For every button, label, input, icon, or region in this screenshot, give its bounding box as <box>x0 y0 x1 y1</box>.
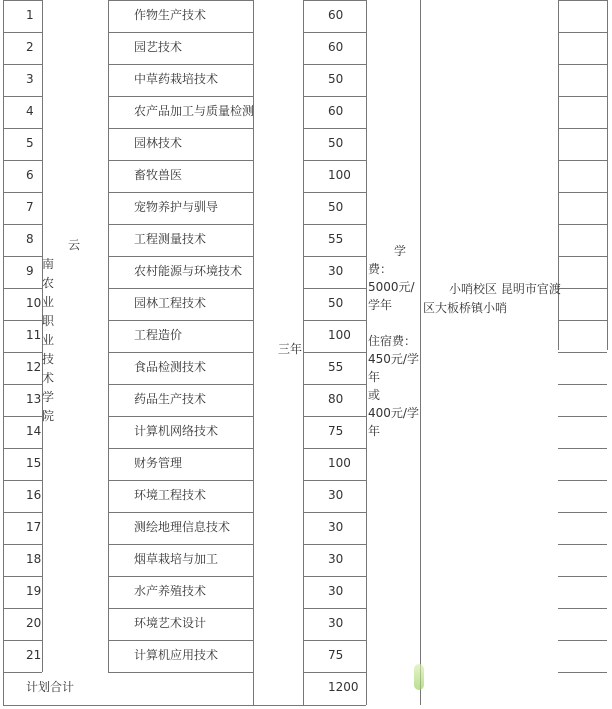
row-rule-quota <box>303 288 366 289</box>
row-number: 12 <box>26 360 42 374</box>
major-name: 作物生产技术 <box>134 8 207 22</box>
major-name: 计算机应用技术 <box>134 648 219 662</box>
enrollment-quota: 50 <box>328 296 344 310</box>
row-rule-no <box>3 576 42 577</box>
row-rule-last <box>558 32 607 33</box>
col-rule-quota <box>366 0 367 705</box>
school-name-char: 学 <box>42 390 55 404</box>
major-name: 环境工程技术 <box>134 488 207 502</box>
row-rule-major <box>108 352 253 353</box>
row-rule-quota <box>303 576 366 577</box>
enrollment-quota: 30 <box>328 520 344 534</box>
row-rule-no <box>3 32 42 33</box>
lodging-line: 年 <box>368 424 381 438</box>
row-rule-last <box>558 512 607 513</box>
row-number: 14 <box>26 424 42 438</box>
row-rule-major <box>108 320 253 321</box>
row-rule-quota <box>303 128 366 129</box>
row-number: 7 <box>26 200 34 214</box>
row-rule-last <box>558 160 607 161</box>
major-name: 财务管理 <box>134 456 183 470</box>
row-rule-major <box>108 64 253 65</box>
row-rule-quota <box>303 640 366 641</box>
row-rule-last <box>558 608 607 609</box>
major-name: 宠物养护与驯导 <box>134 200 219 214</box>
row-rule-last <box>558 64 607 65</box>
major-name: 烟草栽培与加工 <box>134 552 219 566</box>
major-name: 工程造价 <box>134 328 183 342</box>
major-name: 计算机网络技术 <box>134 424 219 438</box>
lodging-line: 年 <box>368 370 381 384</box>
lodging-line: 住宿费： <box>368 334 417 348</box>
enrollment-quota: 50 <box>328 72 344 86</box>
school-name-char: 业 <box>42 333 55 347</box>
row-rule-major <box>108 256 253 257</box>
row-rule-no <box>3 640 42 641</box>
major-name: 中草药栽培技术 <box>134 72 219 86</box>
row-rule-no <box>3 320 42 321</box>
row-rule-no <box>3 96 42 97</box>
row-rule-major <box>108 608 253 609</box>
school-name-char: 云 <box>68 238 81 252</box>
school-name-char: 业 <box>42 295 55 309</box>
enrollment-quota: 75 <box>328 424 344 438</box>
major-name: 工程测量技术 <box>134 232 207 246</box>
row-rule-major <box>108 288 253 289</box>
row-number: 20 <box>26 616 42 630</box>
row-rule-last <box>558 544 607 545</box>
row-number: 1 <box>26 8 34 22</box>
major-name: 园林工程技术 <box>134 296 207 310</box>
col-rule-duration <box>303 0 304 705</box>
school-name-cell <box>42 236 81 426</box>
row-rule-major <box>108 224 253 225</box>
lodging-line: 400元/学 <box>368 406 419 420</box>
row-rule-major <box>108 448 253 449</box>
major-name: 园艺技术 <box>134 40 183 54</box>
row-rule-no <box>3 544 42 545</box>
major-name: 农产品加工与质量检测 <box>134 104 255 118</box>
lodging-line: 450元/学 <box>368 352 419 366</box>
row-rule-last <box>558 672 607 673</box>
enrollment-quota: 100 <box>328 456 351 470</box>
row-rule-no <box>3 160 42 161</box>
row-rule-no <box>3 64 42 65</box>
row-rule-last <box>558 448 607 449</box>
enrollment-quota: 50 <box>328 200 344 214</box>
row-rule-quota <box>303 480 366 481</box>
row-rule-no <box>3 224 42 225</box>
row-rule-major <box>108 672 253 673</box>
row-rule-no <box>3 608 42 609</box>
row-rule-last <box>558 576 607 577</box>
row-number: 21 <box>26 648 42 662</box>
major-name: 畜牧兽医 <box>134 168 183 182</box>
col-rule-school <box>108 0 109 672</box>
row-rule-no <box>3 288 42 289</box>
row-rule-quota <box>303 352 366 353</box>
total-label: 计划合计 <box>26 680 75 694</box>
tuition-line: 学 <box>394 244 407 258</box>
fee-gap <box>368 314 419 332</box>
row-rule-last <box>558 480 607 481</box>
row-number: 18 <box>26 552 42 566</box>
row-rule-no <box>3 416 42 417</box>
enrollment-quota: 60 <box>328 104 344 118</box>
row-number: 9 <box>26 264 34 278</box>
tuition-line: 费： <box>368 262 393 276</box>
row-number: 8 <box>26 232 34 246</box>
row-rule-last <box>558 96 607 97</box>
row-rule-no <box>3 448 42 449</box>
row-rule-last <box>558 256 607 257</box>
row-number: 15 <box>26 456 42 470</box>
row-rule-major <box>108 96 253 97</box>
school-name-char: 农 <box>42 276 55 290</box>
row-rule-major <box>108 128 253 129</box>
row-rule-quota <box>303 160 366 161</box>
enrollment-quota: 75 <box>328 648 344 662</box>
enrollment-quota: 100 <box>328 168 351 182</box>
row-rule-last <box>558 128 607 129</box>
duration-cell: 三年 <box>278 342 303 356</box>
school-name-char: 南 <box>42 257 55 271</box>
enrollment-quota: 30 <box>328 488 344 502</box>
row-rule-quota <box>303 32 366 33</box>
enrollment-quota: 60 <box>328 8 344 22</box>
row-number: 4 <box>26 104 34 118</box>
row-rule-quota <box>303 192 366 193</box>
row-number: 5 <box>26 136 34 150</box>
row-rule-no <box>3 256 42 257</box>
row-rule-major <box>108 480 253 481</box>
row-number: 2 <box>26 40 34 54</box>
row-rule-major <box>108 544 253 545</box>
row-rule-quota <box>303 256 366 257</box>
lodging-line: 或 <box>368 388 381 402</box>
col-rule-fee <box>420 0 421 705</box>
row-rule-last <box>558 352 607 353</box>
row-rule-last <box>558 288 607 289</box>
enrollment-quota: 55 <box>328 232 344 246</box>
school-name-char: 院 <box>42 409 55 423</box>
school-name-char: 技 <box>42 352 55 366</box>
total-quota: 1200 <box>328 680 359 694</box>
enrollment-quota: 30 <box>328 552 344 566</box>
enrollment-quota: 30 <box>328 264 344 278</box>
row-rule-last <box>558 384 607 385</box>
enrollment-quota: 30 <box>328 616 344 630</box>
row-number: 11 <box>26 328 42 342</box>
row-rule-last <box>558 320 607 321</box>
row-rule-quota <box>303 320 366 321</box>
campus-address-cell <box>423 280 561 318</box>
row-rule-major <box>108 384 253 385</box>
major-name: 园林技术 <box>134 136 183 150</box>
row-number: 3 <box>26 72 34 86</box>
enrollment-quota: 50 <box>328 136 344 150</box>
major-name: 测绘地理信息技术 <box>134 520 231 534</box>
major-name: 药品生产技术 <box>134 392 207 406</box>
col-rule-left <box>3 0 4 705</box>
row-rule-last <box>558 224 607 225</box>
tuition-fee-cell <box>368 242 419 440</box>
row-number: 6 <box>26 168 34 182</box>
row-rule-major <box>108 32 253 33</box>
row-rule-no <box>3 128 42 129</box>
row-rule-quota <box>303 0 366 1</box>
row-rule-major <box>108 640 253 641</box>
row-rule-quota <box>303 672 366 673</box>
enrollment-quota: 100 <box>328 328 351 342</box>
enrollment-quota: 30 <box>328 584 344 598</box>
major-name: 水产养殖技术 <box>134 584 207 598</box>
row-rule-quota <box>303 416 366 417</box>
row-rule-major <box>108 576 253 577</box>
school-name-char: 术 <box>42 371 55 385</box>
row-rule-no <box>3 192 42 193</box>
row-rule-no <box>3 384 42 385</box>
row-rule-no <box>3 480 42 481</box>
row-rule-no <box>3 672 42 673</box>
tuition-line: 5000元/ <box>368 280 415 294</box>
row-rule-major <box>108 160 253 161</box>
row-number: 17 <box>26 520 42 534</box>
row-rule-major <box>108 512 253 513</box>
row-rule-last <box>558 0 607 1</box>
row-rule-quota <box>303 448 366 449</box>
table-bottom-rule <box>3 705 366 706</box>
row-rule-no <box>3 0 42 1</box>
decorative-blob <box>414 664 424 690</box>
major-name: 食品检测技术 <box>134 360 207 374</box>
row-rule-last <box>558 640 607 641</box>
tuition-line: 学年 <box>368 298 393 312</box>
campus-line: 区大板桥镇小哨 <box>423 301 508 315</box>
row-rule-quota <box>303 544 366 545</box>
row-rule-quota <box>303 512 366 513</box>
row-rule-quota <box>303 224 366 225</box>
col-rule-right <box>607 0 608 350</box>
enrollment-quota: 60 <box>328 40 344 54</box>
row-rule-quota <box>303 64 366 65</box>
major-name: 环境艺术设计 <box>134 616 207 630</box>
row-rule-last <box>558 192 607 193</box>
enrollment-quota: 80 <box>328 392 344 406</box>
row-rule-quota <box>303 96 366 97</box>
row-number: 10 <box>26 296 42 310</box>
row-number: 16 <box>26 488 42 502</box>
row-rule-major <box>108 0 253 1</box>
row-number: 13 <box>26 392 42 406</box>
school-name-char: 职 <box>42 314 55 328</box>
row-rule-quota <box>303 608 366 609</box>
row-number: 19 <box>26 584 42 598</box>
row-rule-no <box>3 352 42 353</box>
row-rule-no <box>3 512 42 513</box>
row-rule-major <box>108 416 253 417</box>
row-rule-major <box>108 192 253 193</box>
enrollment-quota: 55 <box>328 360 344 374</box>
row-rule-quota <box>303 384 366 385</box>
campus-line: 小哨校区 昆明市官渡 <box>449 282 561 296</box>
row-rule-last <box>558 416 607 417</box>
major-name: 农村能源与环境技术 <box>134 264 243 278</box>
